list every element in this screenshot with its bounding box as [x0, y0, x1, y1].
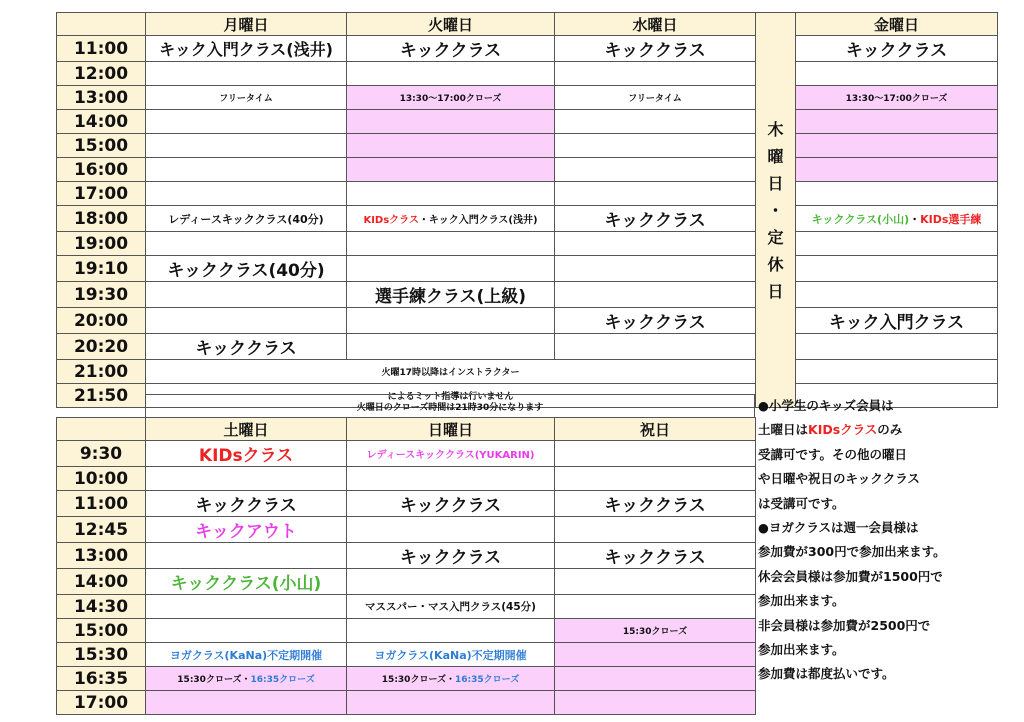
time-label: 20:20	[57, 334, 146, 360]
time-label: 9:30	[57, 441, 146, 467]
cell-hol-1500: 15:30クローズ	[555, 619, 756, 643]
cell-empty	[146, 182, 347, 206]
time-label: 14:00	[57, 569, 146, 595]
cell-empty	[146, 232, 347, 256]
close-1635-label: 16:35クローズ	[455, 675, 520, 685]
cell-closed	[347, 691, 555, 715]
cell-sun-1635	[347, 667, 555, 691]
time-label: 14:30	[57, 595, 146, 619]
note-kids-class: KIDsクラス	[808, 422, 878, 438]
time-label: 12:45	[57, 517, 146, 543]
separator: ・	[909, 212, 921, 226]
cell-closed	[555, 667, 756, 691]
cell-empty	[146, 110, 347, 134]
cell-empty	[555, 182, 756, 206]
cell-empty	[347, 62, 555, 86]
day-header-monday: 月曜日	[146, 13, 347, 36]
koyama-class-label: キッククラス(小山)	[811, 212, 910, 226]
cell-empty	[347, 569, 555, 595]
cell-mon-1100: キック入門クラス(浅井)	[146, 36, 347, 62]
time-label: 19:00	[57, 232, 146, 256]
note-line: 参加出来ます。	[758, 593, 845, 609]
corner-cell	[57, 418, 146, 441]
cell-mon-1300: フリータイム	[146, 86, 347, 110]
day-header-holiday: 祝日	[555, 418, 756, 441]
time-label: 14:00	[57, 110, 146, 134]
cell-closed	[796, 158, 998, 182]
cell-empty	[555, 334, 756, 360]
note-text: 土曜日は	[758, 422, 809, 438]
cell-sat-0930: KIDsクラス	[146, 441, 347, 467]
cell-empty	[555, 569, 756, 595]
cell-sat-1400: キッククラス(小山)	[146, 569, 347, 595]
cell-empty	[146, 282, 347, 308]
cell-empty	[555, 517, 756, 543]
time-label: 21:00	[57, 360, 146, 384]
cell-sat-1530: ヨガクラス(KaNa)不定期開催	[146, 643, 347, 667]
cell-empty	[146, 62, 347, 86]
thursday-char: 日	[767, 173, 784, 193]
cell-sun-1430: マススパー・マス入門クラス(45分)	[347, 595, 555, 619]
cell-empty	[555, 134, 756, 158]
time-label: 19:10	[57, 256, 146, 282]
thursday-char: 定	[767, 227, 784, 247]
cell-mon-2020: キッククラス	[146, 334, 347, 360]
time-label: 16:35	[57, 667, 146, 691]
note-line: 休会会員様は参加費が1500円で	[758, 568, 943, 584]
kids-class-label: KIDsクラス	[363, 215, 419, 226]
time-label: 15:00	[57, 619, 146, 643]
cell-empty	[555, 232, 756, 256]
cell-note-2150: によるミット指導は行いません	[146, 384, 756, 408]
cell-tue-1800	[347, 206, 555, 232]
thursday-char: ・	[767, 200, 784, 220]
cell-sat-1100: キッククラス	[146, 491, 347, 517]
cell-empty	[347, 619, 555, 643]
cell-closed	[555, 643, 756, 667]
note-line: や日曜や祝日のキッククラス	[758, 471, 920, 487]
note-line: 参加費は都度払いです。	[758, 666, 895, 682]
cell-wed-2000: キッククラス	[555, 308, 756, 334]
cell-sun-1100: キッククラス	[347, 491, 555, 517]
cell-empty	[796, 256, 998, 282]
cell-mon-1800: レディースキッククラス(40分)	[146, 206, 347, 232]
thursday-char: 日	[767, 281, 784, 301]
notes-panel	[758, 394, 1018, 687]
cell-empty	[555, 595, 756, 619]
note-line: ●小学生のキッズ会員は	[758, 398, 894, 413]
thursday-char: 休	[767, 254, 784, 274]
day-header-tuesday: 火曜日	[347, 13, 555, 36]
cell-empty	[146, 595, 347, 619]
note-text: のみ	[877, 422, 903, 438]
day-header-wednesday: 水曜日	[555, 13, 756, 36]
cell-empty	[555, 441, 756, 467]
time-label: 11:00	[57, 491, 146, 517]
cell-empty	[796, 282, 998, 308]
note-line: 参加出来ます。	[758, 642, 845, 658]
cell-fri-1300: 13:30〜17:00クローズ	[796, 86, 998, 110]
close-1530-label: 15:30クローズ・	[177, 675, 251, 685]
note-line	[758, 418, 1018, 442]
cell-wed-1800: キッククラス	[555, 206, 756, 232]
time-label: 13:00	[57, 86, 146, 110]
note-line: 受講可です。その他の曜日	[758, 446, 908, 462]
time-label: 15:00	[57, 134, 146, 158]
cell-empty	[347, 232, 555, 256]
cell-hol-1300: キッククラス	[555, 543, 756, 569]
cell-sun-0930: レディースキッククラス(YUKARIN)	[347, 441, 555, 467]
note-line: ●ヨガクラスは週一会員様は	[758, 520, 919, 536]
close-1530-label: 15:30クローズ・	[381, 675, 455, 685]
weekday-schedule-table	[56, 12, 998, 408]
cell-empty	[146, 158, 347, 182]
day-header-saturday: 土曜日	[146, 418, 347, 441]
cell-mon-1910: キッククラス(40分)	[146, 256, 347, 282]
tuesday-close-note: 火曜日のクローズ時間は21時30分になります	[146, 395, 755, 418]
cell-empty	[146, 543, 347, 569]
cell-empty	[146, 134, 347, 158]
cell-empty	[347, 517, 555, 543]
cell-empty	[796, 360, 998, 384]
cell-tue-1930: 選手練クラス(上級)	[347, 282, 555, 308]
kids-practice-label: KIDs選手練	[920, 212, 982, 226]
cell-sun-1300: キッククラス	[347, 543, 555, 569]
cell-empty	[347, 182, 555, 206]
note-line: は受講可です。	[758, 495, 845, 511]
cell-fri-1800	[796, 206, 998, 232]
thursday-char: 曜	[767, 146, 784, 166]
cell-empty	[146, 308, 347, 334]
cell-wed-1300: フリータイム	[555, 86, 756, 110]
note-line: 非会員様は参加費が2500円で	[758, 617, 931, 633]
cell-empty	[796, 182, 998, 206]
time-label: 10:00	[57, 467, 146, 491]
close-1635-label: 16:35クローズ	[250, 675, 315, 685]
cell-empty	[555, 467, 756, 491]
cell-sat-1245: キックアウト	[146, 517, 347, 543]
cell-empty	[555, 110, 756, 134]
cell-fri-1100: キッククラス	[796, 36, 998, 62]
corner-cell	[57, 13, 146, 36]
cell-empty	[347, 467, 555, 491]
cell-closed	[347, 134, 555, 158]
weekend-schedule-table	[56, 417, 756, 715]
cell-empty	[347, 334, 555, 360]
time-label: 19:30	[57, 282, 146, 308]
time-label: 18:00	[57, 206, 146, 232]
cell-hol-1100: キッククラス	[555, 491, 756, 517]
time-label: 12:00	[57, 62, 146, 86]
cell-empty	[796, 334, 998, 360]
cell-empty	[796, 232, 998, 256]
cell-empty	[347, 256, 555, 282]
cell-tue-1300: 13:30〜17:00クローズ	[347, 86, 555, 110]
intro-class-label: ・キック入門クラス(浅井)	[418, 215, 538, 226]
note-line: 参加費が300円で参加出来ます。	[758, 544, 946, 560]
time-label: 20:00	[57, 308, 146, 334]
day-header-sunday: 日曜日	[347, 418, 555, 441]
time-label: 11:00	[57, 36, 146, 62]
cell-empty	[555, 62, 756, 86]
cell-empty	[146, 619, 347, 643]
time-label: 13:00	[57, 543, 146, 569]
cell-note-2100: 火曜17時以降はインストラクター	[146, 360, 756, 384]
cell-closed	[555, 691, 756, 715]
time-label: 21:50	[57, 384, 146, 408]
cell-empty	[146, 467, 347, 491]
day-header-friday: 金曜日	[796, 13, 998, 36]
cell-sun-1530: ヨガクラス(KaNa)不定期開催	[347, 643, 555, 667]
cell-empty	[555, 158, 756, 182]
thursday-char: 木	[767, 119, 784, 139]
time-label: 17:00	[57, 182, 146, 206]
cell-fri-2000: キック入門クラス	[796, 308, 998, 334]
time-label: 15:30	[57, 643, 146, 667]
cell-empty	[347, 308, 555, 334]
cell-closed	[796, 134, 998, 158]
cell-empty	[555, 282, 756, 308]
cell-closed	[796, 110, 998, 134]
cell-wed-1100: キッククラス	[555, 36, 756, 62]
cell-tue-1100: キッククラス	[347, 36, 555, 62]
cell-empty	[555, 256, 756, 282]
time-label: 16:00	[57, 158, 146, 182]
cell-closed	[146, 691, 347, 715]
cell-sat-1635	[146, 667, 347, 691]
thursday-closed-column	[756, 13, 796, 408]
tuesday-close-note-table	[145, 394, 755, 418]
cell-closed	[347, 158, 555, 182]
cell-closed	[347, 110, 555, 134]
time-label: 17:00	[57, 691, 146, 715]
cell-empty	[796, 62, 998, 86]
